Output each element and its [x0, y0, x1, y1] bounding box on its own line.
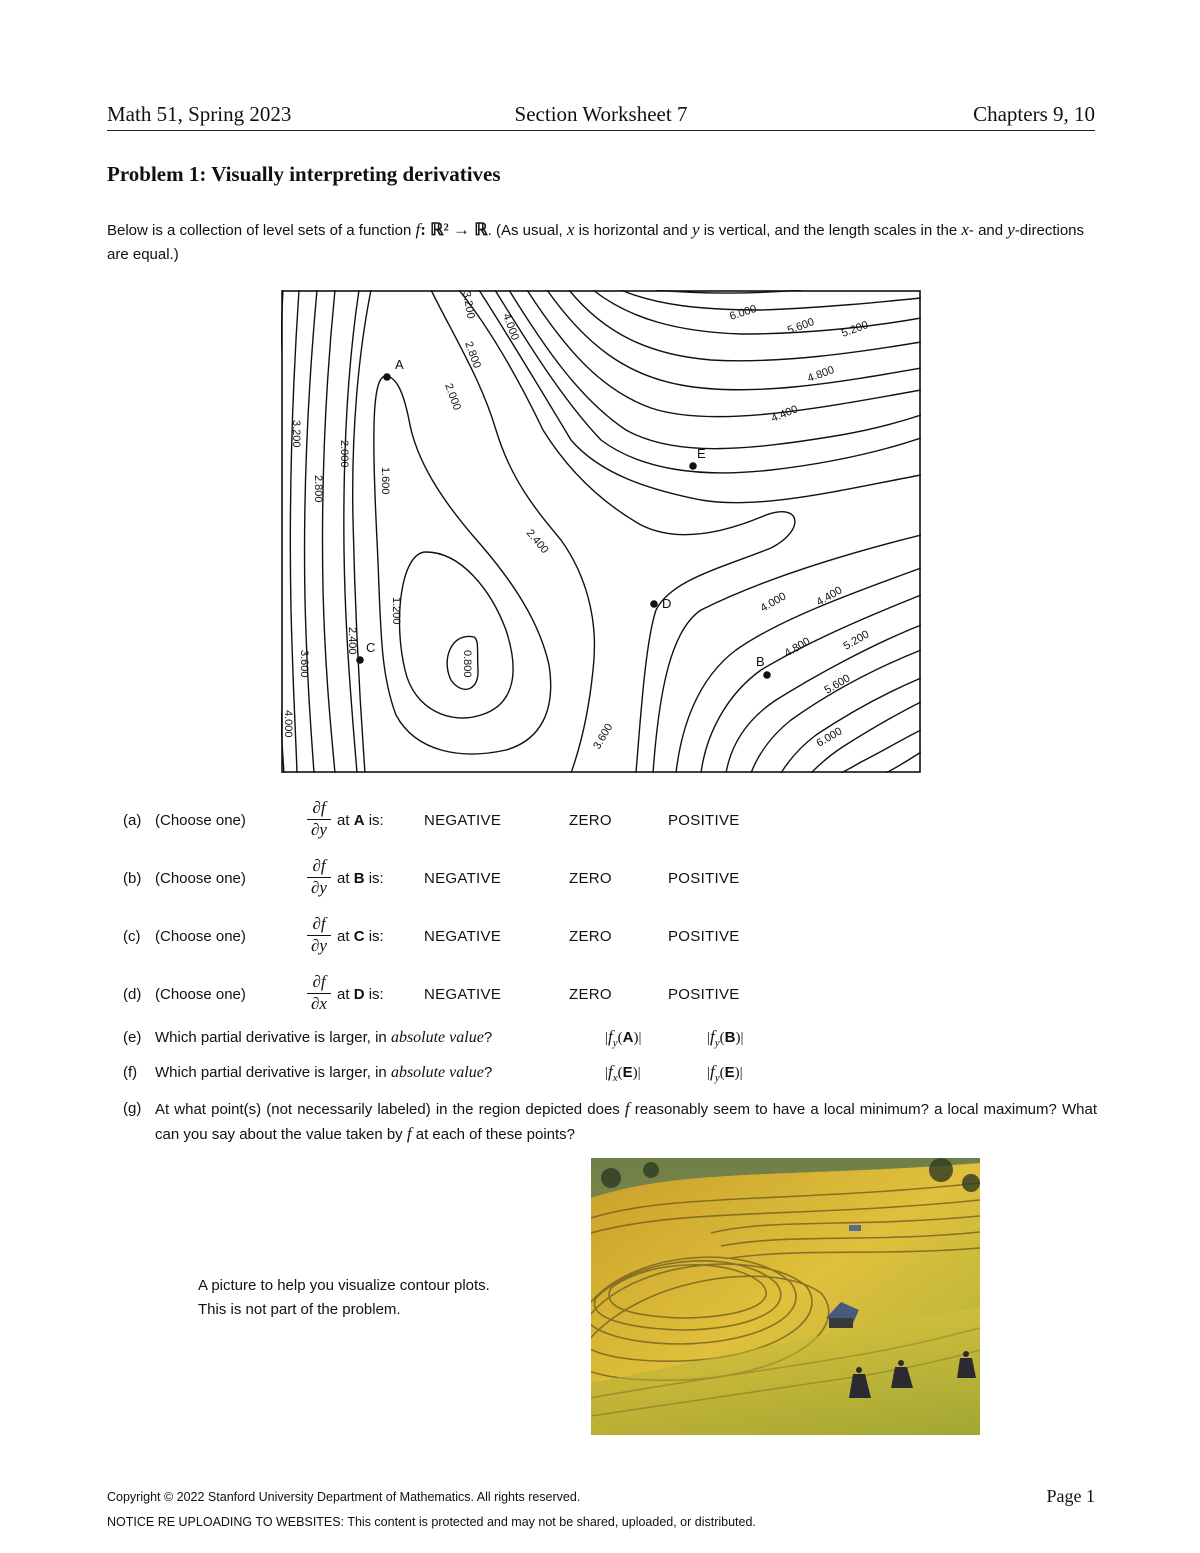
point-d-label: D — [662, 596, 672, 611]
at-word: at — [337, 986, 350, 1003]
point-name: A — [353, 812, 365, 829]
frac-numerator: ∂f — [307, 914, 331, 936]
caption-line: A picture to help you visualize contour plots. — [198, 1277, 490, 1294]
level-label: 3.600 — [591, 721, 616, 752]
emphasis: absolute value — [390, 1064, 484, 1081]
intro-text: - and — [968, 222, 1008, 239]
question-text-part: ? — [483, 1064, 493, 1081]
choice-2[interactable]: $|f_y(E)|$ — [707, 1062, 743, 1084]
question-text-part: Which partial derivative is larger, in — [155, 1064, 391, 1081]
contour-lines — [281, 290, 921, 773]
is-word: is: — [368, 986, 384, 1003]
point-a-label: A — [395, 357, 404, 372]
option-negative[interactable]: NEGATIVE — [424, 812, 502, 829]
question-label: (g) — [123, 1100, 142, 1117]
intro-y: y — [1007, 220, 1015, 239]
choose-one: (Choose one) — [155, 928, 246, 945]
question-text-part: ? — [483, 1029, 493, 1046]
at-word: at — [337, 812, 350, 829]
level-label: 2.000 — [338, 440, 350, 468]
level-label: 1.600 — [379, 467, 391, 495]
partial-fraction — [307, 914, 331, 956]
choice-2[interactable]: $|f_y(B)|$ — [707, 1027, 744, 1049]
point-a-marker — [383, 373, 391, 381]
intro-f: f — [415, 220, 421, 239]
intro-map: : ℝ² → ℝ — [420, 220, 488, 239]
copyright-notice: Copyright © 2022 Stanford University Department of Mathematics. All rights reserved. — [107, 1490, 581, 1504]
intro-text: -directions are equal.) — [107, 222, 1085, 263]
contour-line-1.2 — [400, 552, 514, 718]
level-label: 4.000 — [758, 590, 789, 615]
option-positive[interactable]: POSITIVE — [668, 812, 740, 829]
point-name: B — [353, 870, 365, 887]
question-text-part: Which partial derivative is larger, in — [155, 1029, 391, 1046]
rice-terrace-photo — [591, 1158, 980, 1435]
level-label: 3.600 — [298, 650, 310, 678]
choose-one: (Choose one) — [155, 812, 246, 829]
frac-denominator: ∂y — [311, 936, 327, 955]
is-word: is: — [368, 870, 384, 887]
chapters-label: Chapters 9, 10 — [973, 102, 1095, 126]
point-c-label: C — [366, 640, 376, 655]
level-label: 2.800 — [312, 475, 324, 503]
contour-plot — [281, 290, 921, 773]
frac-denominator: ∂y — [311, 820, 327, 839]
point-d-marker — [650, 600, 658, 608]
emphasis: absolute value — [390, 1029, 484, 1046]
intro-text: . (As usual, — [487, 222, 567, 239]
level-label: 6.000 — [728, 302, 759, 323]
level-label: 5.600 — [822, 672, 853, 697]
partial-fraction — [307, 856, 331, 898]
point-e-marker — [689, 462, 697, 470]
at-point-text — [337, 812, 384, 829]
level-label: 4.000 — [500, 311, 521, 342]
intro-text: is vertical, and the length scales in the — [699, 222, 962, 239]
problem-title: Problem 1: Visually interpreting derivatives — [107, 162, 501, 186]
intro-text: is horizontal and — [574, 222, 692, 239]
choice-point: E — [724, 1064, 735, 1081]
level-label: 4.000 — [282, 710, 294, 738]
intro-y: y — [692, 220, 700, 239]
contour-line-3.6 — [290, 290, 921, 773]
choice-point: E — [622, 1064, 633, 1081]
is-word: is: — [368, 812, 384, 829]
at-point-text — [337, 986, 384, 1003]
level-label: 4.400 — [769, 403, 800, 425]
level-label: 2.400 — [523, 527, 551, 557]
question-text-part: At what point(s) (not necessarily labeled) in the region depicted does — [155, 1101, 625, 1118]
frac-numerator: ∂f — [307, 856, 331, 878]
level-label: 2.000 — [442, 381, 463, 412]
point-b-marker — [763, 671, 771, 679]
at-point-text — [337, 870, 384, 887]
level-label: 0.800 — [461, 650, 473, 678]
upload-notice: NOTICE RE UPLOADING TO WEBSITES: This content is protected and may not be shared, uploaded, or distributed. — [107, 1515, 756, 1529]
point-e-label: E — [697, 446, 706, 461]
caption-line: This is not part of the problem. — [198, 1301, 401, 1318]
problem-intro — [107, 218, 1097, 267]
page-number: Page 1 — [1046, 1486, 1095, 1506]
question-label: (d) — [123, 986, 142, 1003]
photo-caption — [198, 1274, 490, 1322]
question-label: (c) — [123, 928, 141, 945]
level-label: 2.400 — [346, 627, 358, 655]
at-word: at — [337, 928, 350, 945]
question-label: (a) — [123, 812, 142, 829]
question-text — [155, 1097, 1097, 1147]
level-label: 6.000 — [814, 725, 845, 750]
option-positive[interactable]: POSITIVE — [668, 870, 740, 887]
level-label: 4.400 — [814, 584, 845, 609]
partial-fraction — [307, 972, 331, 1014]
level-label: 5.200 — [841, 628, 872, 653]
page-header — [107, 100, 1095, 131]
choose-one: (Choose one) — [155, 986, 246, 1003]
level-label: 5.200 — [839, 319, 870, 340]
level-label: 4.800 — [782, 635, 813, 660]
choose-one: (Choose one) — [155, 870, 246, 887]
contour-line-4.8 — [569, 290, 921, 773]
option-positive[interactable]: POSITIVE — [668, 986, 740, 1003]
contour-line-4.4 — [547, 290, 921, 773]
intro-x: x — [566, 220, 575, 239]
question-text — [155, 1029, 492, 1047]
course-title: Math 51, Spring 2023 — [107, 102, 292, 126]
level-label: 3.200 — [290, 420, 302, 448]
choice-1[interactable]: $|f_y(A)|$ — [605, 1027, 642, 1049]
choice-subscript: x — [612, 1072, 618, 1084]
intro-x: x — [961, 220, 969, 239]
option-zero[interactable]: ZERO — [569, 870, 612, 887]
question-text-part: at each of these points? — [411, 1126, 576, 1143]
choice-subscript: y — [714, 1072, 720, 1084]
point-c-marker — [356, 656, 364, 664]
point-b-label: B — [756, 654, 765, 669]
option-negative[interactable]: NEGATIVE — [424, 928, 502, 945]
level-label: 1.200 — [390, 597, 402, 625]
at-point-text — [337, 928, 384, 945]
choice-subscript: y — [612, 1037, 618, 1049]
is-word: is: — [368, 928, 384, 945]
worksheet-title: Section Worksheet 7 — [514, 102, 688, 126]
option-zero[interactable]: ZERO — [569, 986, 612, 1003]
level-label: 3.200 — [460, 290, 477, 320]
frac-numerator: ∂f — [307, 972, 331, 994]
contour-line-5.6 — [621, 290, 921, 773]
point-name: C — [353, 928, 365, 945]
contour-line-2.8 — [323, 290, 922, 773]
option-negative[interactable]: NEGATIVE — [424, 986, 502, 1003]
frac-denominator: ∂y — [311, 878, 327, 897]
question-label: (f) — [123, 1064, 138, 1081]
question-g — [107, 1097, 1097, 1147]
at-word: at — [337, 870, 350, 887]
plot-border — [282, 291, 920, 772]
math-f: f — [624, 1099, 630, 1118]
labeled-points — [356, 357, 771, 679]
question-label: (e) — [123, 1029, 142, 1046]
question-text-part: reasonably seem to have a local minimum? a local maximum? What can you say about the value taken by — [155, 1101, 1097, 1143]
choice-point: A — [622, 1029, 634, 1046]
question-text — [155, 1064, 492, 1082]
level-label: 4.800 — [805, 364, 836, 385]
option-positive[interactable]: POSITIVE — [668, 928, 740, 945]
option-negative[interactable]: NEGATIVE — [424, 870, 502, 887]
choice-1[interactable]: $|f_x(E)|$ — [605, 1062, 641, 1084]
option-zero[interactable]: ZERO — [569, 812, 612, 829]
choice-point: B — [724, 1029, 736, 1046]
point-name: D — [353, 986, 365, 1003]
frac-denominator: ∂x — [311, 994, 327, 1013]
contour-line-2.4 — [344, 290, 795, 773]
intro-text: Below is a collection of level sets of a function — [107, 222, 416, 239]
level-label: 5.600 — [785, 316, 816, 337]
frac-numerator: ∂f — [307, 798, 331, 820]
math-f: f — [406, 1124, 412, 1143]
partial-fraction — [307, 798, 331, 840]
level-label: 2.800 — [462, 339, 483, 370]
option-zero[interactable]: ZERO — [569, 928, 612, 945]
choice-subscript: y — [714, 1037, 720, 1049]
question-label: (b) — [123, 870, 142, 887]
